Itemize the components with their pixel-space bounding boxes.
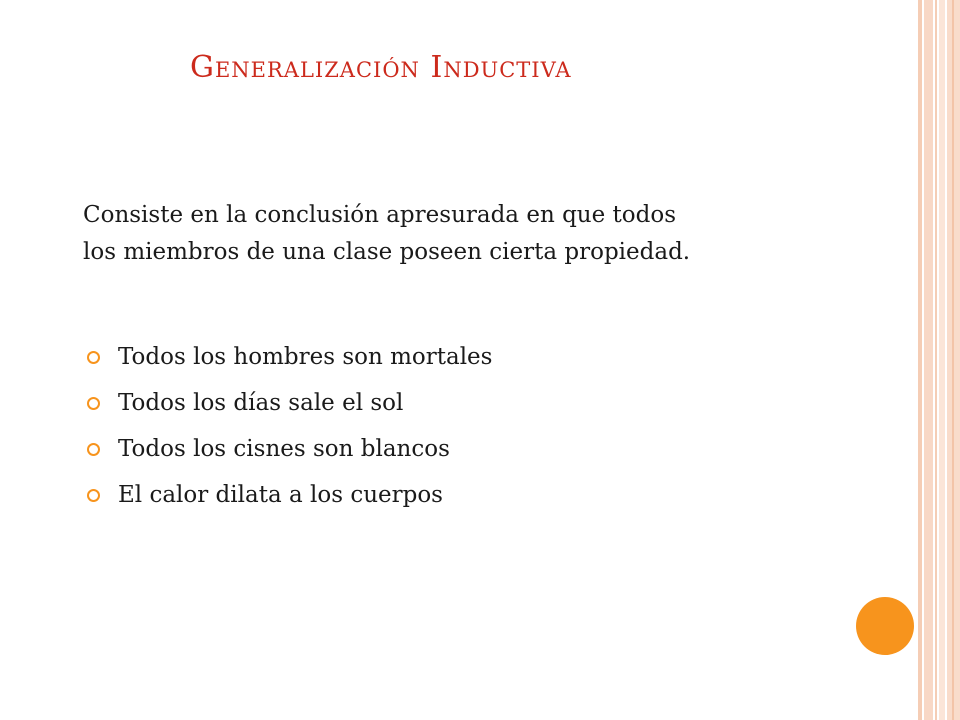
border-stripe [924, 0, 933, 720]
border-stripe [918, 0, 922, 720]
intro-paragraph [83, 197, 863, 271]
list-item [83, 426, 492, 472]
slide-title: Generalización Inductiva [190, 50, 572, 85]
border-stripe [952, 0, 954, 720]
list-item [83, 380, 492, 426]
bullet-circle-icon [87, 351, 100, 364]
list-item-text: Todos los cisnes son blancos [118, 436, 450, 462]
list-item-text: El calor dilata a los cuerpos [118, 482, 443, 508]
accent-circle [856, 597, 914, 655]
bullet-circle-icon [87, 489, 100, 502]
list-item [83, 334, 492, 380]
intro-line: los miembros de una clase poseen cierta propiedad. [83, 239, 691, 265]
list-item-text: Todos los hombres son mortales [118, 344, 493, 370]
border-stripe [935, 0, 937, 720]
list-item-text: Todos los días sale el sol [118, 390, 404, 416]
border-stripe [939, 0, 945, 720]
list-item [83, 472, 492, 518]
bullet-circle-icon [87, 397, 100, 410]
example-list [83, 334, 492, 518]
intro-line: Consiste en la conclusión apresurada en que todos [83, 202, 676, 228]
bullet-circle-icon [87, 443, 100, 456]
